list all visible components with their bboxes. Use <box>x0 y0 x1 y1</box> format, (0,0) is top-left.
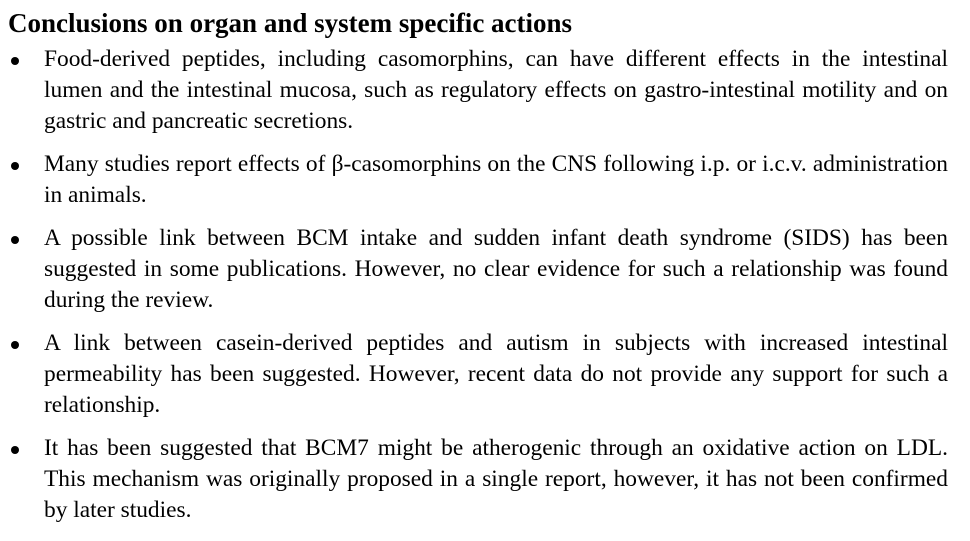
conclusions-list <box>8 44 948 526</box>
list-item <box>8 223 948 316</box>
list-item-text: A possible link between BCM intake and sudden infant death syndrome (SIDS) has been suggested in some publications. However, no clear evidence for such a relationship was found during the review. <box>44 225 948 313</box>
section-heading: Conclusions on organ and system specific actions <box>8 8 573 38</box>
bullet-icon <box>11 162 19 170</box>
list-item-text: Many studies report effects of β-casomorphins on the CNS following i.p. or i.c.v. administration in animals. <box>44 151 948 208</box>
list-item-text: A link between casein-derived peptides and autism in subjects with increased intestinal permeability has been suggested. However, recent data do not provide any support for such a relationship. <box>44 330 948 418</box>
list-item <box>8 149 948 211</box>
bullet-icon <box>11 57 19 65</box>
list-item-text: It has been suggested that BCM7 might be atherogenic through an oxidative action on LDL. This mechanism was originally proposed in a single report, however, it has not been confirmed by later studies. <box>44 435 948 523</box>
list-item-text: Food-derived peptides, including casomorphins, can have different effects in the intestinal lumen and the intestinal mucosa, such as regulatory effects on gastro-intestinal motility and on gastric and pancreatic secretions. <box>44 46 948 134</box>
bullet-icon <box>11 236 19 244</box>
bullet-icon <box>11 341 19 349</box>
list-item <box>8 433 948 526</box>
list-item <box>8 328 948 421</box>
bullet-icon <box>11 446 19 454</box>
list-item <box>8 44 948 137</box>
